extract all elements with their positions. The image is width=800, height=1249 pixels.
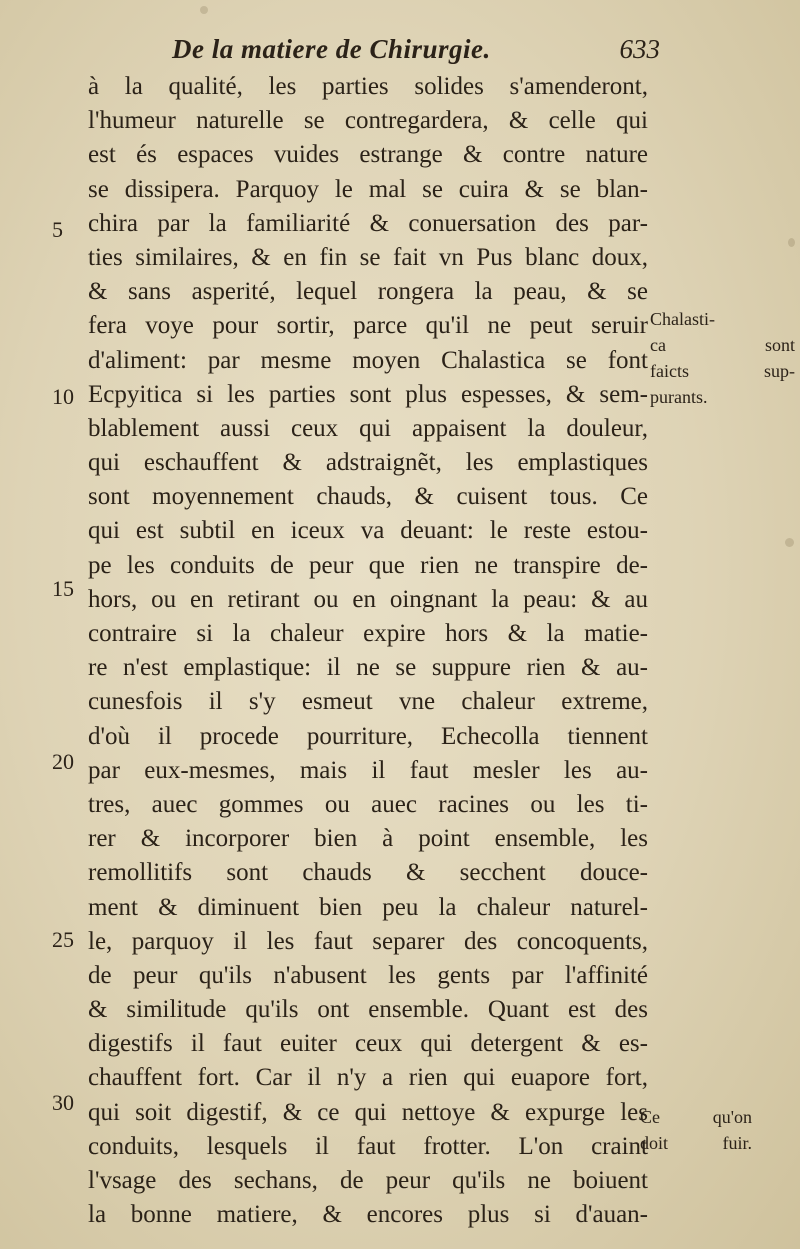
text-line: & sans asperité, lequel rongera la peau, & se [88, 278, 648, 306]
text-line: chauffent fort. Car il n'y a rien qui euapore fort, [88, 1064, 648, 1092]
text-line: hors, ou en retirant ou en oingnant la peau: & au [88, 585, 648, 613]
text-line: pe les conduits de peur que rien ne transpire de- [88, 551, 648, 579]
line-number: 25 [52, 927, 74, 952]
margin-note-line: purants. [650, 387, 708, 407]
text-line: qui eschauffent & adstraignẽt, les emplastiques [88, 449, 648, 477]
margin-note-chalastica [650, 306, 795, 410]
text-line: se dissipera. Parquoy le mal se cuira & se blan- [88, 175, 648, 203]
text-line: remollitifs sont chauds & secchent douce- [88, 859, 648, 887]
text-line: digestifs il faut euiter ceux qui detergent & es- [88, 1030, 648, 1058]
margin-note-fuir [640, 1104, 752, 1156]
text-line: de peur qu'ils n'abusent les gents par l'affinité [88, 961, 648, 989]
page-number: 633 [619, 34, 660, 64]
foxing-spot [785, 538, 794, 547]
text-line: re n'est emplastique: il ne se suppure rien & au- [88, 654, 648, 682]
text-line: d'où il procede pourriture, Echecolla tiennent [88, 722, 648, 750]
line-number: 5 [52, 217, 63, 242]
text-line: qui soit digestif, & ce qui nettoye & expurge les [88, 1098, 648, 1126]
text-line: rer & incorporer bien à point ensemble, les [88, 825, 648, 853]
text-line: est és espaces vuides estrange & contre nature [88, 141, 648, 169]
text-line: cunesfois il s'y esmeut vne chaleur extreme, [88, 688, 648, 716]
text-line: qui est subtil en iceux va deuant: le reste estou- [88, 517, 648, 545]
line-number: 10 [52, 384, 74, 409]
text-line: à la qualité, les parties solides s'amenderont, [88, 73, 648, 100]
text-line: tres, auec gommes ou auec racines ou les ti- [88, 790, 648, 818]
foxing-spot [788, 238, 795, 247]
text-line: & similitude qu'ils ont ensemble. Quant est des [88, 996, 648, 1024]
text-line: la bonne matiere, & encores plus si d'auan- [88, 1201, 648, 1229]
text-line: ment & diminuent bien peu la chaleur naturel- [88, 893, 648, 921]
text-line: d'aliment: par mesme moyen Chalastica se font [88, 346, 648, 374]
text-line: sont moyennement chauds, & cuisent tous. Ce [88, 483, 648, 511]
margin-note-line: doit fuir. [640, 1133, 752, 1153]
text-line: le, parquoy il les faut separer des concoquents, [88, 927, 648, 955]
margin-note-line: Ce qu'on [640, 1107, 752, 1127]
line-number: 20 [52, 749, 74, 774]
page-header [150, 30, 660, 70]
text-line: par eux-mesmes, mais il faut mesler les au- [88, 756, 648, 784]
text-line: chira par la familiarité & conuersation des par- [88, 209, 648, 237]
text-line: l'humeur naturelle se contregardera, & celle qui [88, 107, 648, 135]
text-line: contraire si la chaleur expire hors & la matie- [88, 620, 648, 647]
text-line: conduits, lesquels il faut frotter. L'on craint [88, 1132, 648, 1160]
running-title: De la matiere de Chirurgie. [172, 34, 491, 64]
text-line: ties similaires, & en fin se fait vn Pus blanc doux, [88, 243, 648, 271]
foxing-spot [200, 6, 208, 14]
line-number: 15 [52, 576, 74, 601]
body-text [88, 70, 648, 1232]
line-number: 30 [52, 1090, 74, 1115]
margin-note-line: faicts sup- [650, 361, 795, 381]
margin-note-line: ca sont [650, 335, 795, 355]
text-line: l'vsage des sechans, de peur qu'ils ne boiuent [88, 1167, 648, 1194]
margin-note-line: Chalasti- [650, 309, 715, 329]
text-line: blablement aussi ceux qui appaisent la douleur, [88, 414, 648, 442]
text-line: Ecpyitica si les parties sont plus espesses, & sem- [88, 380, 648, 408]
text-line: fera voye pour sortir, parce qu'il ne peut seruir [88, 312, 648, 340]
